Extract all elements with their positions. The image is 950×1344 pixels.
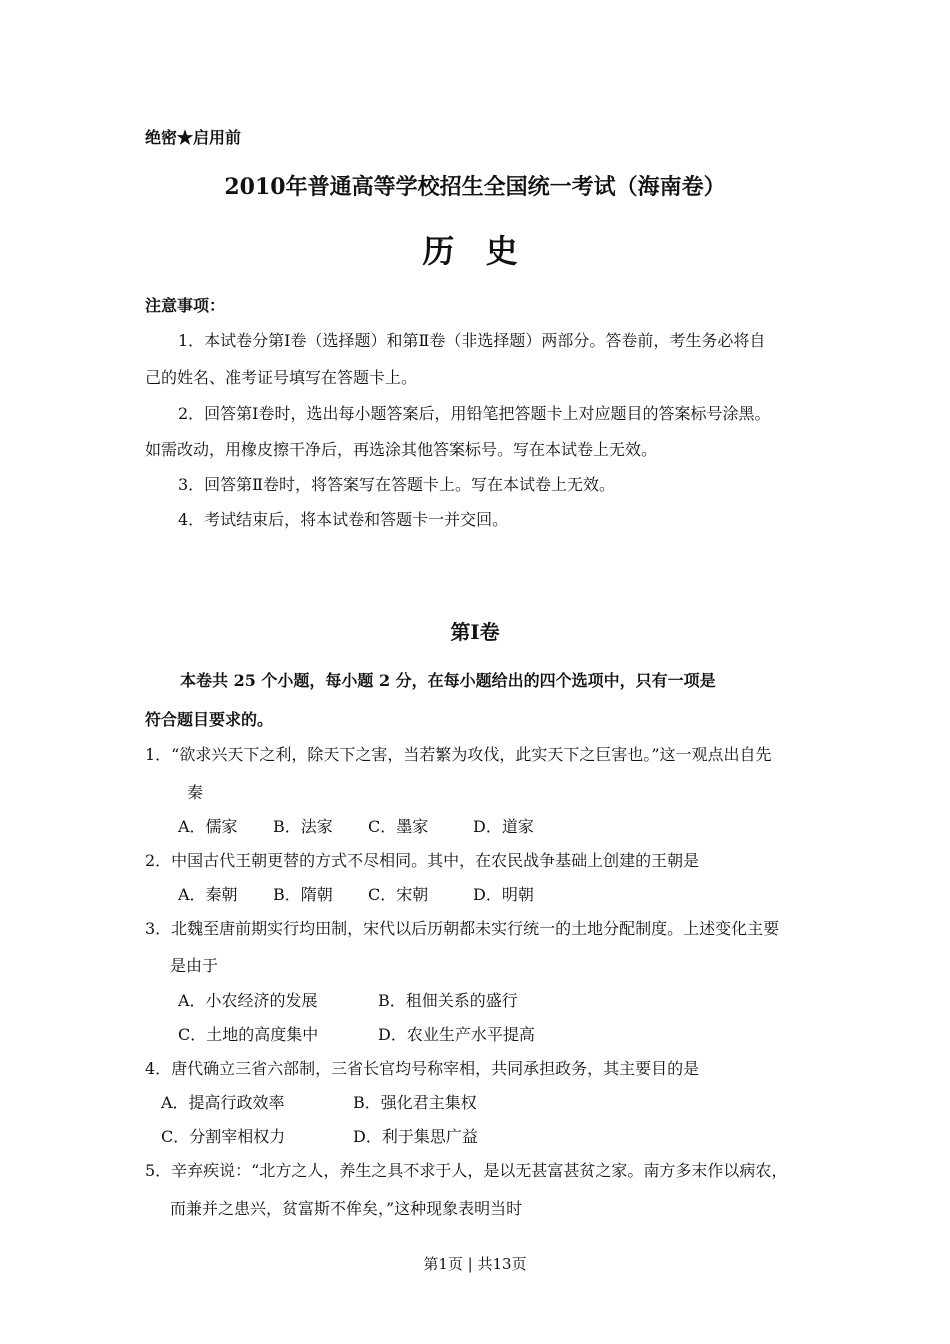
question-5-stem: 5．辛弃疾说：“北方之人，养生之具不求于人，是以无甚富甚贫之家。南方多末作以病农， xyxy=(145,1161,788,1180)
question-4-option-c: C．分割宰相权力 xyxy=(161,1127,286,1146)
question-3-option-d: D．农业生产水平提高 xyxy=(378,1025,535,1044)
notice-item-2-line-1: 2．回答第Ⅰ卷时，选出每小题答案后，用铅笔把答题卡上对应题目的答案标号涂黑。 xyxy=(178,404,771,423)
question-4-option-b: B．强化君主集权 xyxy=(353,1093,477,1112)
confidential-mark: 绝密★启用前 xyxy=(145,128,242,147)
question-1-option-a: A．儒家 xyxy=(178,817,238,836)
question-1-stem-continued: 秦 xyxy=(187,783,204,802)
page-number: 第1页 | 共13页 xyxy=(423,1255,527,1273)
question-2-option-b: B．隋朝 xyxy=(273,885,333,904)
section-instruction-line-2: 符合题目要求的。 xyxy=(145,710,274,729)
question-3-stem: 3．北魏至唐前期实行均田制，宋代以后历朝都未实行统一的土地分配制度。上述变化主要 xyxy=(145,919,780,938)
exam-title: 2010年普通高等学校招生全国统一考试（海南卷） xyxy=(224,174,726,200)
question-4-stem: 4．唐代确立三省六部制，三省长官均号称宰相，共同承担政务，其主要目的是 xyxy=(145,1059,700,1078)
notice-item-2-line-2: 如需改动，用橡皮擦干净后，再选涂其他答案标号。写在本试卷上无效。 xyxy=(145,440,658,459)
notice-item-3: 3．回答第Ⅱ卷时，将答案写在答题卡上。写在本试卷上无效。 xyxy=(178,475,616,494)
question-4-option-d: D．利于集思广益 xyxy=(353,1127,478,1146)
question-1-option-b: B．法家 xyxy=(273,817,333,836)
question-1-option-c: C．墨家 xyxy=(368,817,429,836)
question-1-option-d: D．道家 xyxy=(473,817,534,836)
notice-item-4: 4．考试结束后，将本试卷和答题卡一并交回。 xyxy=(178,510,509,529)
question-3-option-b: B．租佃关系的盛行 xyxy=(378,991,518,1010)
question-2-option-d: D．明朝 xyxy=(473,885,534,904)
question-2-stem: 2．中国古代王朝更替的方式不尽相同。其中，在农民战争基础上创建的王朝是 xyxy=(145,851,700,870)
notice-item-1-line-2: 己的姓名、准考证号填写在答题卡上。 xyxy=(145,368,418,387)
question-5-stem-continued: 而兼并之患兴，贫富斯不侔矣，”这种现象表明当时 xyxy=(170,1199,523,1218)
section-instruction-line-1: 本卷共 25 个小题，每小题 2 分，在每小题给出的四个选项中，只有一项是 xyxy=(180,671,716,690)
notice-heading: 注意事项： xyxy=(145,296,226,315)
question-3-option-c: C．土地的高度集中 xyxy=(178,1025,319,1044)
question-1-stem: 1．“欲求兴天下之利，除天下之害，当若繁为攻伐，此实天下之巨害也。”这一观点出自先 xyxy=(145,745,772,764)
notice-item-1-line-1: 1．本试卷分第Ⅰ卷（选择题）和第Ⅱ卷（非选择题）两部分。答卷前，考生务必将自 xyxy=(178,331,766,350)
section-title: 第Ⅰ卷 xyxy=(450,620,500,644)
question-3-option-a: A．小农经济的发展 xyxy=(178,991,318,1010)
question-2-option-c: C．宋朝 xyxy=(368,885,429,904)
subject-title: 历 史 xyxy=(422,232,528,270)
question-4-option-a: A．提高行政效率 xyxy=(161,1093,285,1112)
question-3-stem-continued: 是由于 xyxy=(170,956,219,975)
question-2-option-a: A．秦朝 xyxy=(178,885,238,904)
